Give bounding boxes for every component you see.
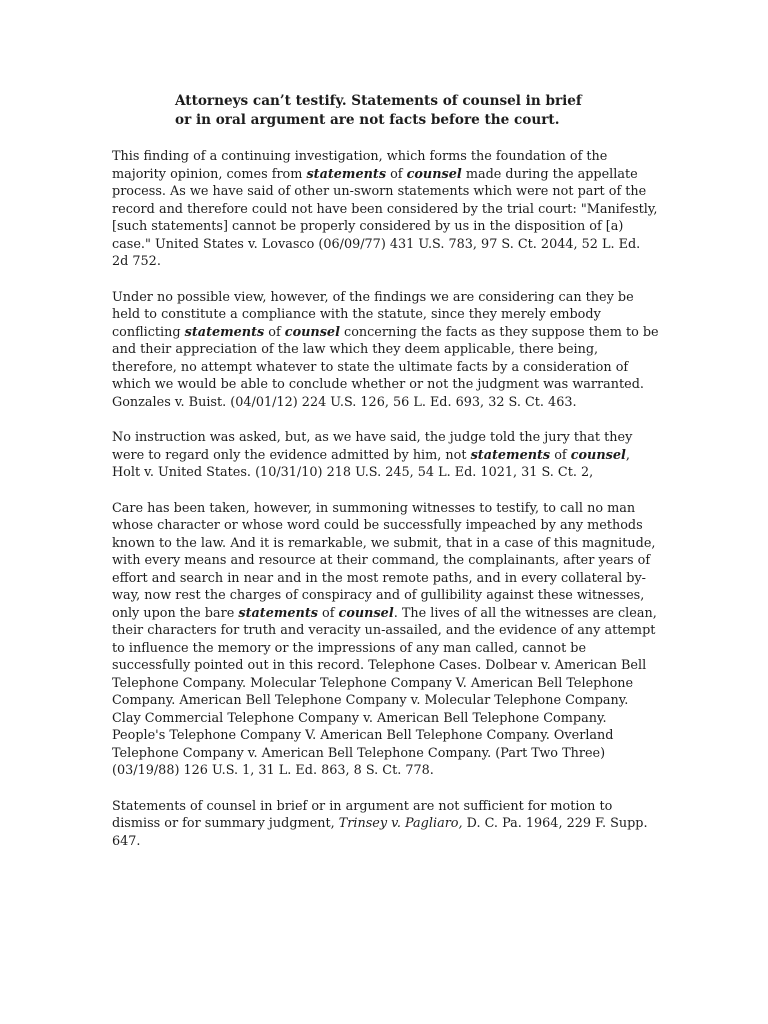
emphasized-term-counsel: counsel <box>406 166 462 182</box>
paragraph-lovasco <box>112 148 660 271</box>
emphasized-term-statements: statements <box>184 324 265 340</box>
document-page <box>112 92 660 868</box>
paragraph-holt <box>112 429 660 482</box>
paragraph-text: This finding of a continuing investigation, which forms the foundation of the majority opinion, comes from <box>112 149 608 182</box>
paragraph-text: Care has been taken, however, in summoning witnesses to testify, to call no man whose character or whose word could be successfully impeached by any methods known to the law. And it is remarkable, we submit, that in a case of this magnitude, with every means and resource at their command, the complainants, after years of effort and search in near and in the most remote paths, and in every collateral by-way, now rest the charges of conspiracy and of gullibility against these witnesses, only upon the bare <box>112 500 656 621</box>
emphasized-term-statements: statements <box>470 447 551 463</box>
title-line-1: Attorneys can’t testify. Statements of counsel in brief <box>175 93 582 109</box>
paragraph-text: of <box>386 166 407 182</box>
emphasized-term-statements: statements <box>238 605 318 621</box>
paragraph-trinsey <box>112 798 660 851</box>
paragraph-text: , Holt v. United States. (10/31/10) 218 U.S. 245, 54 L. Ed. 1021, 31 S. Ct. 2, <box>112 447 630 480</box>
paragraph-text: of <box>550 447 571 463</box>
paragraph-text: Under no possible view, however, of the findings we are considering can they be held to constitute a compliance with the statute, since they merely embody conflicting <box>112 289 634 340</box>
case-citation: Trinsey v. Pagliaro, <box>338 816 463 831</box>
paragraph-text: of <box>264 324 285 340</box>
emphasized-term-statements: statements <box>306 166 387 182</box>
paragraph-text: D. C. Pa. 1964, 229 F. Supp. 647. <box>112 816 648 849</box>
paragraph-text: of <box>317 605 339 621</box>
paragraph-telephone-cases <box>112 500 660 780</box>
emphasized-term-counsel: counsel <box>570 447 626 463</box>
emphasized-term-counsel: counsel <box>338 605 394 621</box>
paragraph-text: made during the appellate process. As we have said of other un-sworn statements which were not part of the record and therefore could not have been considered by the trial court: "Manifestly, [such statements] cannot be properly considered by us in the disposition of [a) case." United States v. Lovasco (06/09/77) 431 U.S. 783, 97 S. Ct. 2044, 52 L. Ed. 2d 752. <box>112 166 658 269</box>
emphasized-term-counsel: counsel <box>284 324 340 340</box>
paragraph-text: Statements of counsel in brief or in argument are not sufficient for motion to dismiss or for summary judgment, <box>112 798 613 831</box>
paragraph-text: No instruction was asked, but, as we have said, the judge told the jury that they were to regard only the evidence admitted by him, not <box>112 430 633 463</box>
document-title <box>175 92 615 130</box>
paragraph-text: concerning the facts as they suppose them to be and their appreciation of the law which they deem applicable, there being, therefore, no attempt whatever to state the ultimate facts by a consideration of which we would be able to conclude whether or not the judgment was warranted. Gonzales v. Buist. (04/01/12) 224 U.S. 126, 56 L. Ed. 693, 32 S. Ct. 463. <box>112 324 659 410</box>
title-line-2: or in oral argument are not facts before the court. <box>175 112 560 128</box>
paragraph-gonzales <box>112 289 660 412</box>
paragraph-text: . The lives of all the witnesses are clean, their characters for truth and veracity un-assailed, and the evidence of any attempt to influence the memory or the impressions of any man called, cannot be successfully pointed out in this record. Telephone Cases. Dolbear v. American Bell Telephone Company. Molecular Telephone Company V. American Bell Telephone Company. American Bell Telephone Company v. Molecular Telephone Company. Clay Commercial Telephone Company v. American Bell Telephone Company. People's Telephone Company V. American Bell Telephone Company. Overland Telephone Company v. American Bell Telephone Company. (Part Two Three) (03/19/88) 126 U.S. 1, 31 L. Ed. 863, 8 S. Ct. 778. <box>112 605 657 778</box>
